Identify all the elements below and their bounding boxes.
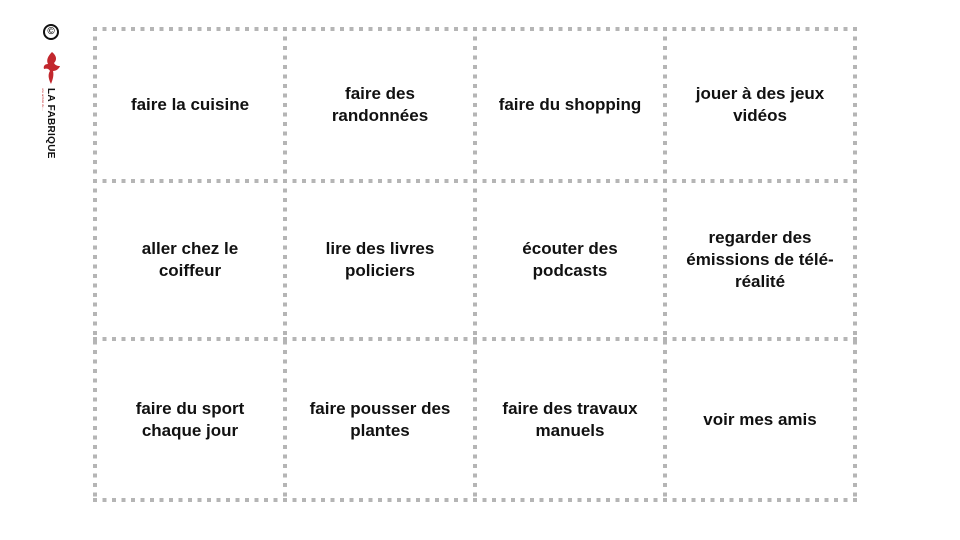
brand-logo xyxy=(40,22,68,159)
activity-card-label: faire la cuisine xyxy=(130,95,250,114)
activity-card-label: voir mes amis xyxy=(703,409,817,429)
activity-card-label: faire du sport chaque jour xyxy=(135,398,245,440)
activity-card-label: faire du shopping xyxy=(498,95,642,114)
activity-card xyxy=(285,181,475,339)
activity-card xyxy=(475,29,665,181)
la-fabrique-bird-icon xyxy=(42,50,62,86)
activity-card xyxy=(475,339,665,500)
logo-name: LA FABRIQUE xyxy=(45,88,56,159)
activity-card-label: aller chez le coiffeur xyxy=(141,239,239,280)
activity-card-label: faire des randonnées xyxy=(331,84,429,125)
activity-card xyxy=(95,181,285,339)
activity-card-label: lire des livres policiers xyxy=(325,239,435,280)
activity-card xyxy=(475,181,665,339)
activity-card-label: faire pousser des plantes xyxy=(309,398,451,440)
activity-card-label: faire des travaux manuels xyxy=(502,398,638,440)
logo-tagline: une activité du ... xyxy=(41,88,45,111)
activity-card xyxy=(665,181,855,339)
activity-card xyxy=(665,339,855,500)
copyright-icon: © xyxy=(43,24,59,40)
activity-card xyxy=(95,339,285,500)
activity-card xyxy=(285,29,475,181)
activity-cards-grid xyxy=(95,29,855,500)
activity-card-label: regarder des émissions de télé-réalité xyxy=(686,228,834,291)
activity-card xyxy=(285,339,475,500)
activity-card xyxy=(665,29,855,181)
activity-card-label: écouter des podcasts xyxy=(522,239,618,280)
activity-card-label: jouer à des jeux vidéos xyxy=(695,84,825,125)
activity-card xyxy=(95,29,285,181)
